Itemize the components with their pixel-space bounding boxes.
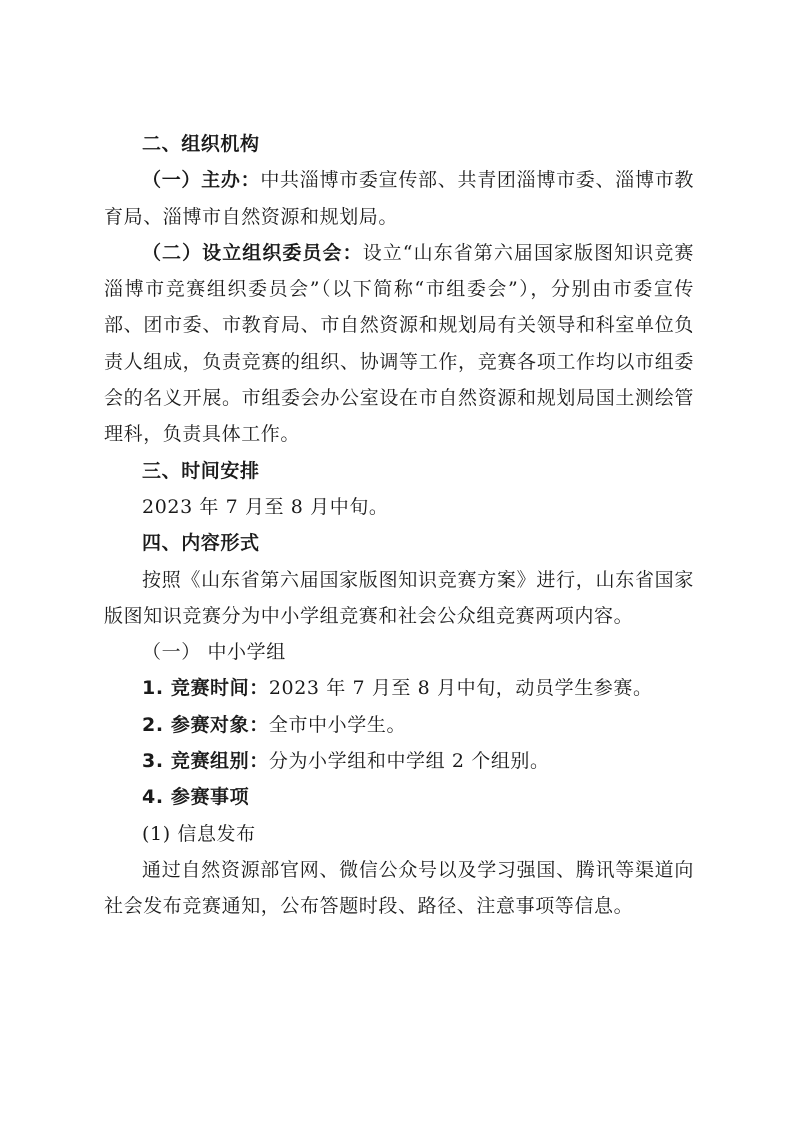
paragraph-content-item2 [104,707,694,743]
org-item2-text: 设立“山东省第六届国家版图知识竞赛淄博市竞赛组织委员会”（以下简称“市组委会”），分别由市委宣传部、团市委、市教育局、市自然资源和规划局有关领导和科室单位负责人组成，负责竞赛的组织、协调等工作，竞赛各项工作均以市组委会的名义开展。市组委会办公室设在市自然资源和规划局国土测绘管理科，负责具体工作。 [104,241,694,446]
paragraph-content-item1 [104,670,694,706]
paragraph-org-item2 [104,235,694,453]
paragraph-org-item1 [104,162,694,235]
section-heading-time: 三、时间安排 [142,459,260,482]
org-item1-label: （一）主办： [142,169,261,192]
content-item2-text: 全市中小学生。 [268,713,407,736]
sub1-heading: (1) 信息发布 [142,822,256,845]
paragraph-content-item3 [104,743,694,779]
content-item3-text: 分为小学组和中学组 2 个组别。 [268,750,550,773]
paragraph-content-intro: 按照《山东省第六届国家版图知识竞赛方案》进行，山东省国家版图知识竞赛分为中小学组竞赛和社会公众组竞赛两项内容。 [104,568,694,627]
group1-heading: （一） 中小学组 [142,641,286,664]
content-item1-text: 2023 年 7 月至 8 月中旬，动员学生参赛。 [268,677,653,700]
document-page [104,126,694,925]
section-heading-org: 二、组织机构 [142,133,260,155]
paragraph-sub1: 通过自然资源部官网、微信公众号以及学习强国、腾讯等渠道向社会发布竞赛通知，公布答题时段、路径、注意事项等信息。 [104,858,694,918]
content-item2-label: 2. 参赛对象： [142,713,269,736]
content-item4-heading: 4. 参赛事项 [142,786,250,809]
paragraph-time: 2023 年 7 月至 8 月中旬。 [142,495,389,518]
org-item2-label: （二）设立组织委员会： [142,241,363,264]
section-heading-content: 四、内容形式 [142,532,260,555]
content-item1-label: 1. 竞赛时间： [142,677,269,700]
content-item3-label: 3. 竞赛组别： [142,750,269,773]
org-item1-text: 中共淄博市委宣传部、共青团淄博市委、淄博市教育局、淄博市自然资源和规划局。 [104,169,694,228]
